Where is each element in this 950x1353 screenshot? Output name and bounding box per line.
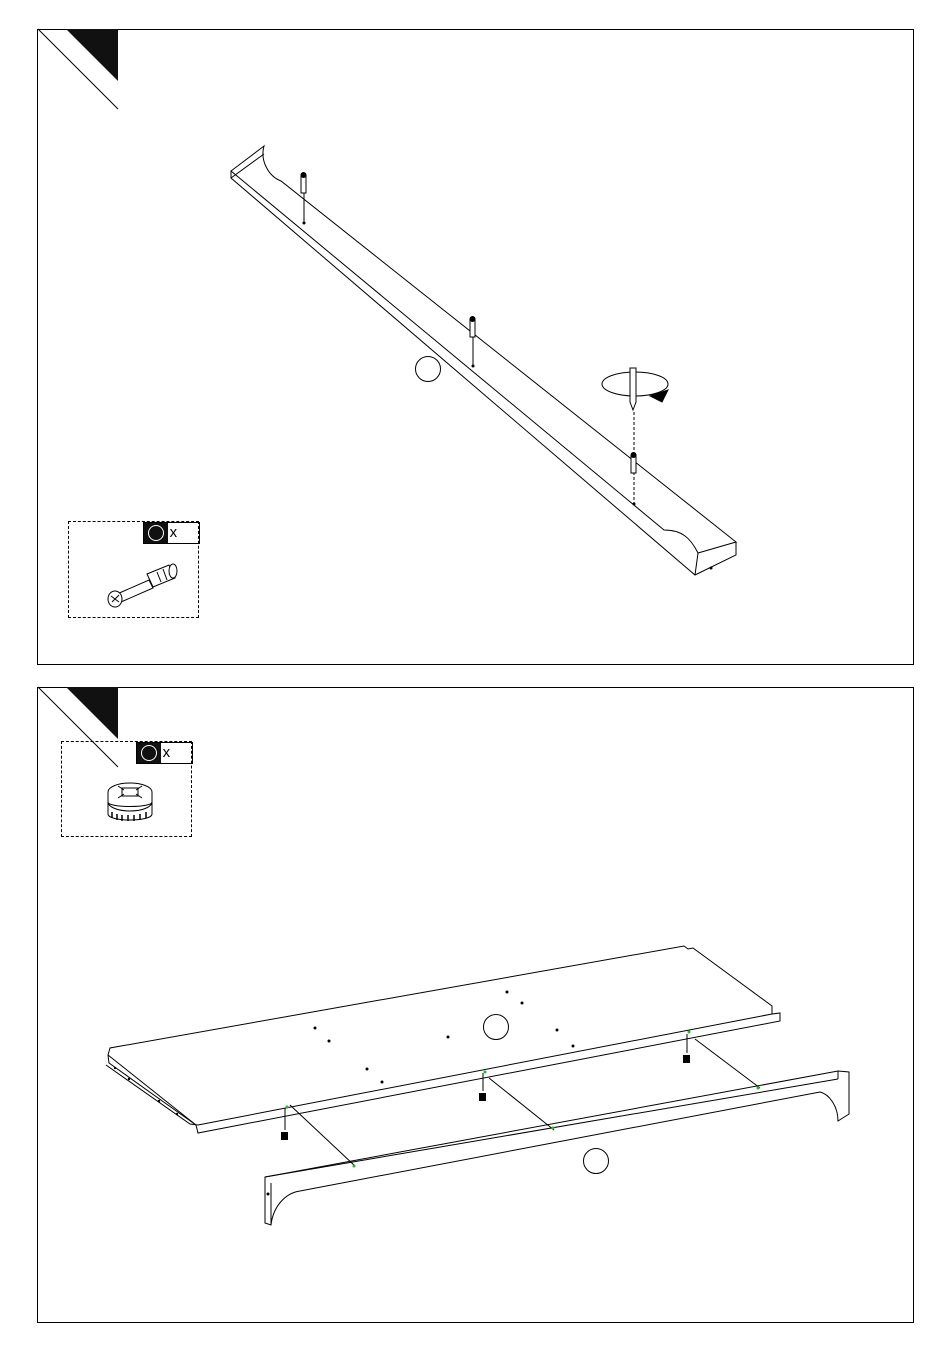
part-label-top: [483, 1014, 509, 1040]
cam-lock-icon: [62, 742, 193, 838]
cam-bolt-icon: [470, 317, 475, 367]
hardware-box: [61, 741, 192, 837]
screwdriver-icon: [602, 368, 668, 410]
part-label: [415, 356, 441, 382]
qty-multiplier: x: [162, 744, 171, 761]
cam-lock-icon: [281, 1108, 288, 1140]
step-panel-2: [37, 687, 914, 1323]
qty-multiplier: x: [169, 524, 178, 541]
step-panel-1: [37, 29, 914, 665]
cam-bolt-icon: [69, 522, 200, 619]
cam-lock-icon: [479, 1073, 486, 1101]
part-label-rail: [583, 1148, 609, 1174]
hardware-box: [68, 521, 199, 618]
cam-bolt-icon: [631, 412, 636, 504]
